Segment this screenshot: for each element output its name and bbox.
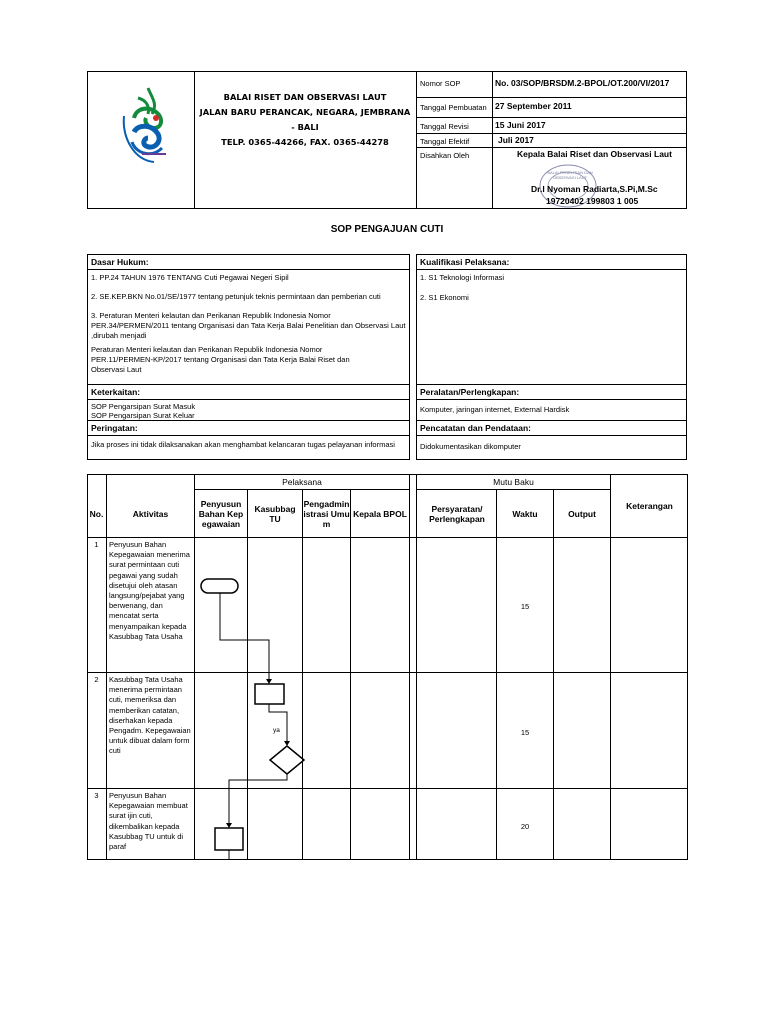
row-waktu: 15 bbox=[520, 728, 530, 737]
col-header-persyaratan: Persyaratan/ Perlengkapan bbox=[429, 503, 485, 524]
kualifikasi-item: 2. S1 Ekonomi bbox=[420, 293, 469, 302]
kualifikasi-item: 1. S1 Teknologi Informasi bbox=[420, 273, 505, 282]
pencatatan-title: Pencatatan dan Pendataan: bbox=[417, 421, 686, 436]
group-header-pelaksana: Pelaksana bbox=[282, 476, 322, 487]
flow-start-terminator bbox=[201, 579, 238, 593]
flow-connector bbox=[229, 774, 287, 826]
row-number: 1 bbox=[94, 540, 99, 549]
institution-address: JALAN BARU PERANCAK, NEGARA, JEMBRANA bbox=[199, 107, 411, 117]
label-tanggal-efektif: Tanggal Efektif bbox=[420, 137, 470, 146]
flow-label-ya: ya bbox=[273, 727, 280, 734]
row-waktu: 15 bbox=[520, 602, 530, 611]
flow-process-box bbox=[215, 828, 243, 850]
signer-name: Dr.I Nyoman Radiarta,S.Pi,M.Sc bbox=[531, 184, 658, 194]
col-header-aktivitas: Aktivitas bbox=[132, 508, 169, 519]
pencatatan-text: Didokumentasikan dikomputer bbox=[420, 442, 521, 451]
row-number: 2 bbox=[94, 675, 99, 684]
dasar-hukum-item: Peraturan Menteri kelautan dan Perikanan Republik Indonesia Nomor PER.11/PERMEN-KP/2017 tentang Organisasi dan Tata Kerja Balai Riset dan Observasi Laut bbox=[91, 345, 350, 374]
row-activity: Penyusun Bahan Kepegawaian menerima surat permintaan cuti pegawai yang sudah disetujui oleh atasan langsung/pejabat yang berwenang, dan mencatat serta menyampaikan kepada Kasubbag Tata Usaha bbox=[109, 540, 190, 641]
peralatan-title: Peralatan/Perlengkapan: bbox=[417, 385, 686, 400]
label-nomor-sop: Nomor SOP bbox=[420, 79, 461, 88]
row-activity: Penyusun Bahan Kepegawaian membuat surat ijin cuti, dikembalikan kepada Kasubbag TU untuk di paraf bbox=[109, 791, 188, 852]
col-header-pengadministrasi: Pengadministrasi Umum bbox=[303, 498, 350, 529]
label-tanggal-revisi: Tanggal Revisi bbox=[420, 122, 469, 131]
institution-phone: TELP. 0365-44266, FAX. 0365-44278 bbox=[221, 137, 389, 147]
col-header-kasubbag: Kasubbag TU bbox=[254, 503, 296, 524]
keterkaitan-item: SOP Pengarsipan Surat Keluar bbox=[91, 411, 195, 420]
signer-nip: 19720402 199803 1 005 bbox=[546, 196, 639, 206]
dasar-hukum-item: 3. Peraturan Menteri kelautan dan Perikanan Republik Indonesia Nomor PER.34/PERMEN/2011 tentang Organisasi dan Tata Kerja Balai Penelitian dan Observasi Laut ,dirubah menjadi bbox=[91, 311, 406, 340]
col-header-waktu: Waktu bbox=[512, 508, 538, 519]
keterkaitan-title: Keterkaitan: bbox=[88, 385, 409, 400]
row-number: 3 bbox=[94, 791, 99, 800]
dasar-hukum-title: Dasar Hukum: bbox=[88, 255, 409, 270]
peringatan-title: Peringatan: bbox=[88, 421, 409, 436]
value-tanggal-pembuatan: 27 September 2011 bbox=[495, 101, 572, 111]
peralatan-text: Komputer, jaringan internet, External Hardisk bbox=[420, 405, 570, 414]
col-header-keterangan: Keterangan bbox=[626, 500, 673, 511]
keterkaitan-item: SOP Pengarsipan Surat Masuk bbox=[91, 402, 196, 411]
row-waktu: 20 bbox=[520, 822, 530, 831]
institution-region: - BALI bbox=[291, 122, 319, 132]
col-header-output: Output bbox=[568, 508, 596, 519]
flow-decision-diamond bbox=[270, 746, 304, 774]
value-tanggal-revisi: 15 Juni 2017 bbox=[495, 120, 546, 130]
flow-connector bbox=[220, 593, 269, 682]
dasar-hukum-item: 2. SE.KEP.BKN No.01/SE/1977 tentang petunjuk teknis permintaan dan pemberian cuti bbox=[91, 292, 381, 301]
page-title: SOP PENGAJUAN CUTI bbox=[330, 224, 444, 235]
institution-name: BALAI RISET DAN OBSERVASI LAUT bbox=[223, 92, 387, 102]
label-tanggal-pembuatan: Tanggal Pembuatan bbox=[420, 103, 487, 112]
peringatan-text: Jika proses ini tidak dilaksanakan akan menghambat kelancaran tugas pelayanan informasi bbox=[91, 440, 395, 449]
value-disahkan-oleh: Kepala Balai Riset dan Observasi Laut bbox=[517, 149, 672, 159]
kualifikasi-title: Kualifikasi Pelaksana: bbox=[417, 255, 686, 270]
value-nomor-sop: No. 03/SOP/BRSDM.2-BPOL/OT.200/VI/2017 bbox=[495, 78, 670, 88]
flow-process-box bbox=[255, 684, 284, 704]
value-tanggal-efektif: Juli 2017 bbox=[498, 135, 534, 145]
col-header-penyusun: Penyusun Bahan Kepegawaian bbox=[198, 498, 244, 529]
col-header-no: No. bbox=[89, 508, 104, 519]
group-header-mutu-baku: Mutu Baku bbox=[493, 476, 534, 487]
flow-connector bbox=[269, 704, 287, 744]
dasar-hukum-item: 1. PP.24 TAHUN 1976 TENTANG Cuti Pegawai Negeri Sipil bbox=[91, 273, 289, 282]
col-header-kepala: Kepala BPOL bbox=[353, 508, 407, 519]
row-activity: Kasubbag Tata Usaha menerima permintaan cuti, memeriksa dan memberikan catatan, diserhakan kepada Pengadm. Kepegawaian untuk dibuat dalam form cuti bbox=[109, 675, 191, 756]
stamp-text: BALAI PENELITIAN DAN OBSERVASI LAUT bbox=[547, 170, 593, 180]
label-disahkan-oleh: Disahkan Oleh bbox=[420, 151, 470, 160]
